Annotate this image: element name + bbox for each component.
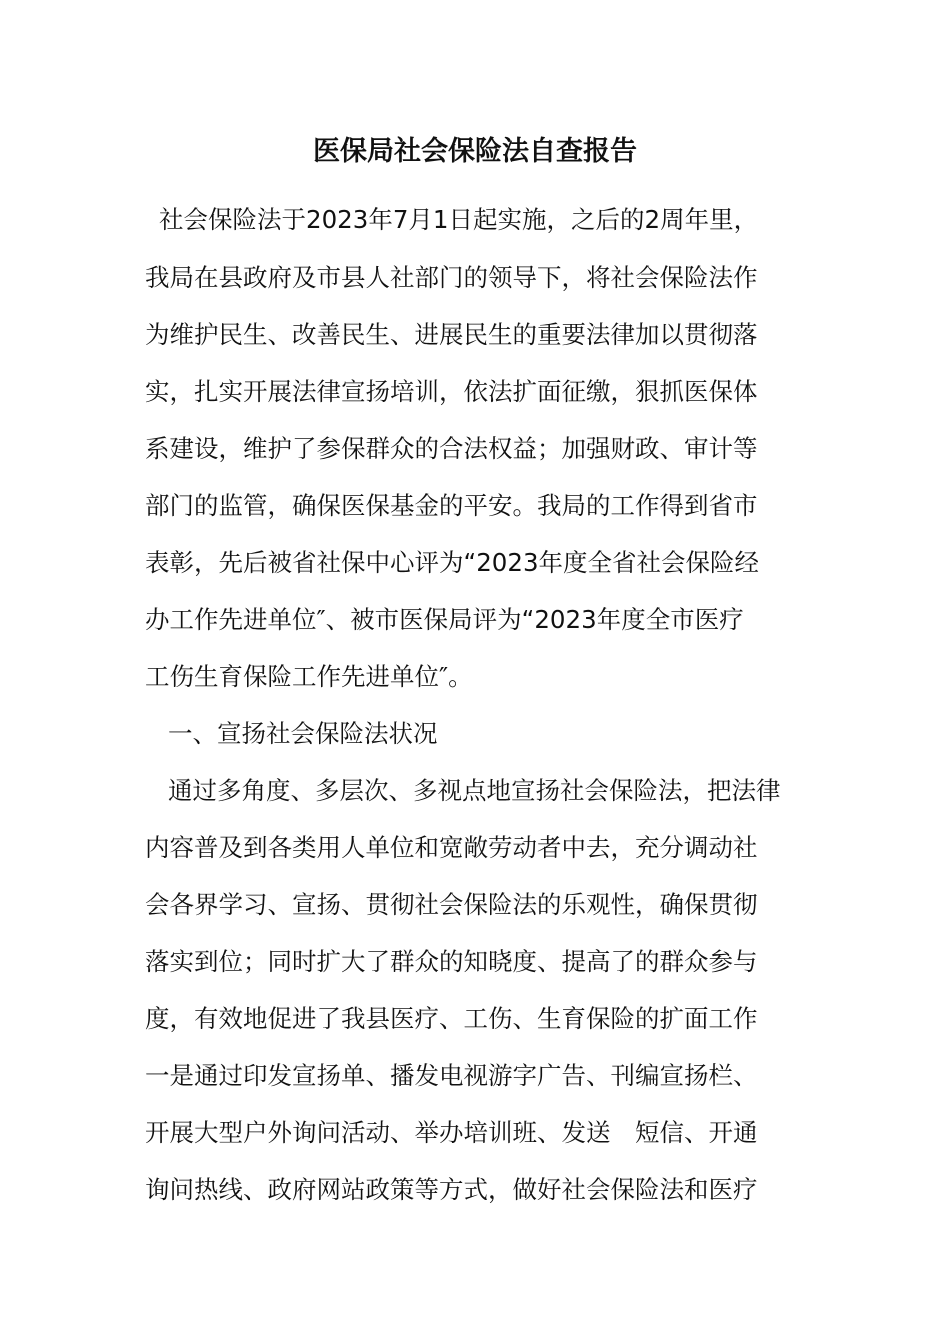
paragraph-line xyxy=(0,657,950,697)
paragraph-line-text: 开展大型户外询问活动、举办培训班、发送 短信、开通 xyxy=(145,1118,758,1147)
paragraph-line xyxy=(0,372,950,412)
paragraph-line-text: 度，有效地促进了我县医疗、工伤、生育保险的扩面工作 xyxy=(145,1004,758,1033)
paragraph-line-text: 我局在县政府及市县人社部门的领导下，将社会保险法作 xyxy=(145,263,758,292)
section-heading xyxy=(0,714,950,754)
paragraph-line-text: 实，扎实开展法律宣扬培训，依法扩面征缴，狠抓医保体 xyxy=(145,377,758,406)
paragraph-line-text: 社会保险法于2023年7月1日起实施，之后的2周年里， xyxy=(159,205,759,234)
paragraph-line-text: 询问热线、政府网站政策等方式，做好社会保险法和医疗 xyxy=(145,1175,758,1204)
paragraph-line-text: 会各界学习、宣扬、贯彻社会保险法的乐观性，确保贯彻 xyxy=(145,890,758,919)
paragraph-line xyxy=(0,486,950,526)
paragraph-line-text: 落实到位；同时扩大了群众的知晓度、提高了的群众参与 xyxy=(145,947,758,976)
paragraph-line-text: 一是通过印发宣扬单、播发电视游字广告、刊编宣扬栏、 xyxy=(145,1061,758,1090)
paragraph-line-text: 工伤生育保险工作先进单位″。 xyxy=(145,662,473,691)
section-heading-text: 一、宣扬社会保险法状况 xyxy=(168,719,438,748)
paragraph-line xyxy=(0,429,950,469)
paragraph-line xyxy=(0,315,950,355)
paragraph-line xyxy=(0,1113,950,1153)
paragraph-line-text: 为维护民生、改善民生、进展民生的重要法律加以贯彻落 xyxy=(145,320,758,349)
paragraph-line xyxy=(0,600,950,640)
paragraph-line-text: 办工作先进单位″、被市医保局评为“2023年度全市医疗 xyxy=(145,605,744,634)
paragraph-line xyxy=(0,771,950,811)
paragraph-line xyxy=(0,543,950,583)
paragraph-line xyxy=(0,1170,950,1210)
paragraph-line-text: 表彰，先后被省社保中心评为“2023年度全省社会保险经 xyxy=(145,548,760,577)
document-title: 医保局社会保险法自查报告 xyxy=(313,136,637,167)
paragraph-line xyxy=(0,1056,950,1096)
paragraph-line xyxy=(0,942,950,982)
paragraph-line-text: 内容普及到各类用人单位和宽敞劳动者中去，充分调动社 xyxy=(145,833,758,862)
paragraph-line-text: 通过多角度、多层次、多视点地宣扬社会保险法，把法律 xyxy=(168,776,781,805)
paragraph-line-text: 系建设，维护了参保群众的合法权益；加强财政、审计等 xyxy=(145,434,758,463)
paragraph-line xyxy=(0,828,950,868)
paragraph-line xyxy=(0,885,950,925)
paragraph-line xyxy=(0,200,950,240)
paragraph-line xyxy=(0,258,950,298)
paragraph-line xyxy=(0,999,950,1039)
paragraph-line-text: 部门的监管，确保医保基金的平安。我局的工作得到省市 xyxy=(145,491,758,520)
